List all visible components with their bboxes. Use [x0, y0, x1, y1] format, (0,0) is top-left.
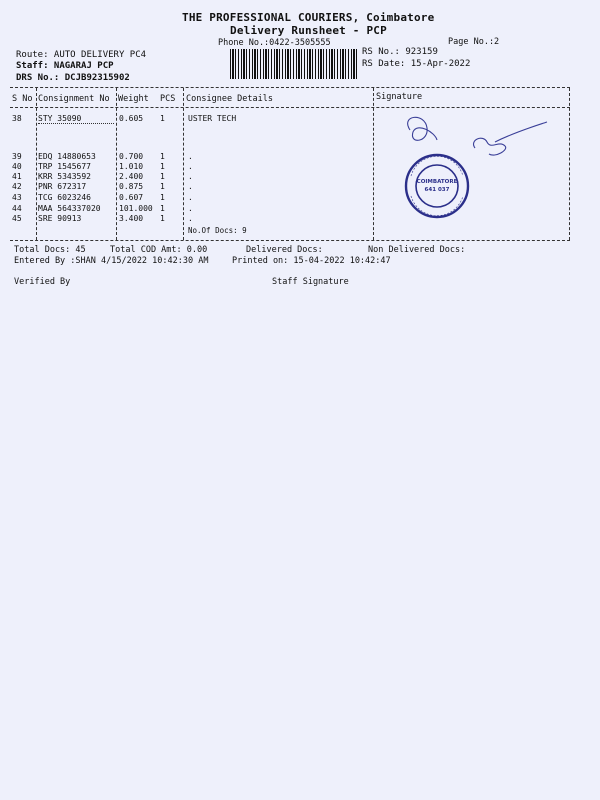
total-cod-amount: Total COD Amt: 0.00 [110, 245, 208, 255]
company-name: THE PROFESSIONAL COURIERS, Coimbatore [182, 11, 435, 24]
cell-consignment: TCG 6023246 [38, 193, 91, 202]
header-pcs: PCS [160, 94, 176, 104]
cell-consignee: . [188, 214, 193, 223]
cell-sno: 45 [12, 214, 22, 223]
printed-on: Printed on: 15-04-2022 10:42:47 [232, 256, 391, 266]
cell-pcs: 1 [160, 182, 165, 191]
phone-number: Phone No.:0422-3505555 [218, 38, 331, 48]
signature-stamp-area [395, 110, 555, 220]
cell-sno: 44 [12, 204, 22, 213]
cell-consignment: TRP 1545677 [38, 162, 91, 171]
non-delivered-docs: Non Delivered Docs: [368, 245, 466, 255]
cell-consignee: . [188, 162, 193, 171]
cell-weight: 3.400 [119, 214, 144, 223]
cell-pcs: 1 [160, 172, 165, 181]
cell-pcs: 1 [160, 214, 165, 223]
cell-pcs: 1 [160, 204, 165, 213]
cell-consignment: SRE 90913 [38, 214, 82, 223]
cell-sno: 41 [12, 172, 22, 181]
cell-weight: 101.000 [119, 204, 153, 213]
cell-sno: 38 [12, 114, 22, 123]
cell-consignee: . [188, 193, 193, 202]
header-consignee: Consignee Details [186, 94, 273, 104]
page-number: Page No.:2 [448, 37, 500, 47]
cell-consignment: KRR 5343592 [38, 172, 91, 181]
cell-consignment: MAA 564337020 [38, 204, 101, 213]
cell-weight: 0.605 [119, 114, 144, 123]
header-weight: Weight [118, 94, 149, 104]
staff-signature: Staff Signature [272, 277, 349, 287]
rs-number: RS No.: 923159 [362, 47, 438, 57]
cell-weight: 1.010 [119, 162, 144, 171]
svg-text:641 037: 641 037 [424, 187, 450, 193]
staff-text: Staff: NAGARAJ PCP [16, 61, 114, 71]
header-sno: S No [12, 94, 33, 104]
header-bottom-line [10, 107, 570, 108]
cell-pcs: 1 [160, 193, 165, 202]
entered-by: Entered By :SHAN 4/15/2022 10:42:30 AM [14, 256, 209, 266]
no-of-docs: No.Of Docs: 9 [188, 226, 247, 235]
cell-consignee: . [188, 182, 193, 191]
delivered-docs: Delivered Docs: [246, 245, 323, 255]
cell-pcs: 1 [160, 152, 165, 161]
cell-consignment: STY 35090 [38, 114, 82, 123]
stamp-inner-text: COIMBATORE [416, 179, 458, 185]
cell-consignee: . [188, 152, 193, 161]
cell-pcs: 1 [160, 114, 165, 123]
verified-by: Verified By [14, 277, 71, 287]
cell-sno: 40 [12, 162, 22, 171]
cell-weight: 0.875 [119, 182, 144, 191]
barcode [230, 49, 358, 79]
cell-sno: 42 [12, 182, 22, 191]
cell-weight: 0.607 [119, 193, 144, 202]
cell-sno: 43 [12, 193, 22, 202]
cell-consignee: USTER TECH [188, 114, 237, 123]
cell-consignee: . [188, 172, 193, 181]
route-text: Route: AUTO DELIVERY PC4 [16, 50, 147, 60]
header-signature: Signature [376, 92, 423, 102]
table-bottom-line [10, 240, 570, 241]
header-consignment: Consignment No [38, 94, 110, 104]
cell-consignment: EDQ 14880653 [38, 152, 96, 161]
rs-date: RS Date: 15-Apr-2022 [362, 59, 471, 69]
drs-number: DRS No.: DCJB92315902 [16, 73, 130, 83]
cell-sno: 39 [12, 152, 22, 161]
cell-weight: 2.400 [119, 172, 144, 181]
row-underline [38, 123, 114, 124]
cell-weight: 0.700 [119, 152, 144, 161]
company-stamp [406, 155, 468, 217]
cell-consignee: . [188, 204, 193, 213]
cell-pcs: 1 [160, 162, 165, 171]
handwritten-signature [408, 117, 547, 155]
total-docs: Total Docs: 45 [14, 245, 86, 255]
sheet-title: Delivery Runsheet - PCP [230, 24, 387, 37]
cell-consignment: PNR 672317 [38, 182, 87, 191]
table-top-line [10, 87, 570, 88]
